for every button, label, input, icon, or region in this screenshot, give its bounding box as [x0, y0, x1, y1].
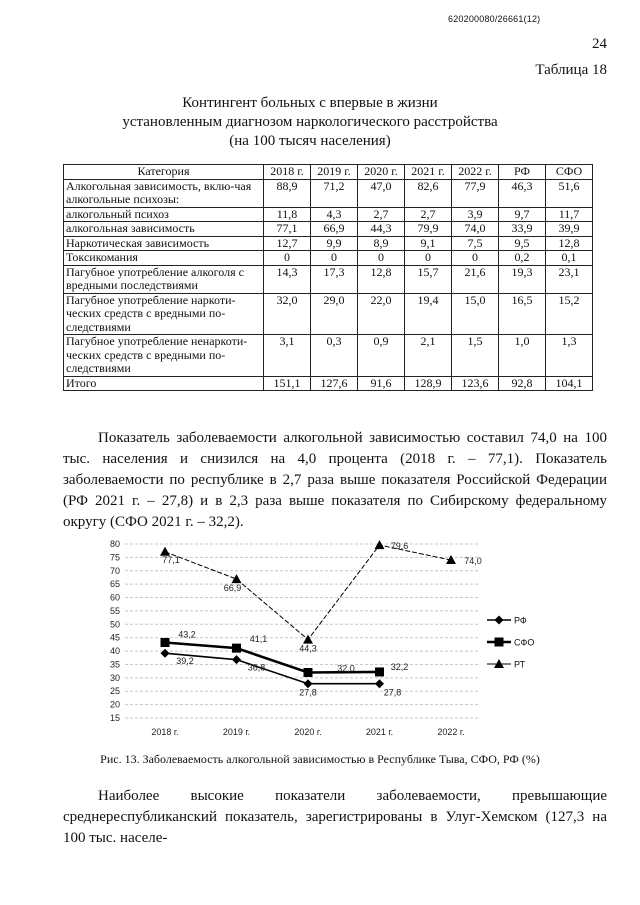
figure-caption: Рис. 13. Заболеваемость алкогольной зависимостью в Республике Тыва, СФО, РФ (%)	[100, 752, 540, 766]
data-point	[161, 649, 170, 658]
legend-label: СФО	[514, 637, 535, 648]
row-value: 128,9	[405, 376, 452, 391]
legend-label: РФ	[514, 615, 527, 626]
data-point	[232, 644, 241, 653]
row-value: 151,1	[264, 376, 311, 391]
row-value: 0,9	[358, 335, 405, 377]
data-label: 39,2	[176, 656, 194, 667]
series-line-2	[165, 545, 451, 639]
incidence-table	[63, 164, 593, 391]
row-category: Наркотическая зависимость	[64, 236, 264, 251]
row-value: 29,0	[311, 293, 358, 335]
row-category: Пагубное употребление алкоголя с вредными последствиями	[64, 265, 264, 293]
data-point	[375, 667, 384, 676]
row-value: 0	[264, 251, 311, 266]
row-value: 9,1	[405, 236, 452, 251]
y-tick-label: 40	[109, 646, 120, 657]
row-value: 7,5	[452, 236, 499, 251]
y-tick-label: 55	[109, 605, 120, 616]
row-category: Итого	[64, 376, 264, 391]
row-value: 9,5	[499, 236, 546, 251]
row-value: 0	[452, 251, 499, 266]
row-value: 82,6	[405, 179, 452, 207]
legend-marker	[495, 638, 504, 647]
table-title	[100, 94, 520, 151]
y-tick-label: 35	[109, 659, 120, 670]
page-number: 24	[592, 36, 607, 52]
table-row	[64, 179, 593, 207]
y-tick-label: 80	[109, 539, 120, 549]
row-value: 1,5	[452, 335, 499, 377]
row-value: 0	[405, 251, 452, 266]
row-category: алкогольная зависимость	[64, 222, 264, 237]
row-value: 21,6	[452, 265, 499, 293]
row-value: 44,3	[358, 222, 405, 237]
row-value: 77,1	[264, 222, 311, 237]
row-value: 16,5	[499, 293, 546, 335]
row-value: 79,9	[405, 222, 452, 237]
data-label: 44,3	[299, 643, 317, 654]
row-value: 3,9	[452, 207, 499, 222]
table-row	[64, 265, 593, 293]
table-label: Таблица 18	[535, 62, 607, 78]
row-value: 1,3	[546, 335, 593, 377]
row-value: 66,9	[311, 222, 358, 237]
x-tick-label: 2020 г.	[294, 727, 322, 737]
row-value: 47,0	[358, 179, 405, 207]
row-category: алкогольный психоз	[64, 207, 264, 222]
row-category: Токсикомания	[64, 251, 264, 266]
row-value: 0,1	[546, 251, 593, 266]
y-tick-label: 45	[109, 632, 120, 643]
table-title-line: установленным диагнозом наркологического расстройства	[122, 114, 498, 130]
row-value: 12,8	[546, 236, 593, 251]
row-value: 17,3	[311, 265, 358, 293]
y-tick-label: 30	[109, 672, 120, 683]
data-label: 27,8	[383, 687, 402, 698]
row-value: 15,7	[405, 265, 452, 293]
data-label: 77,1	[162, 554, 180, 565]
row-category: Алкогольная зависимость, вклю-чая алкогольные психозы:	[64, 179, 264, 207]
row-value: 123,6	[452, 376, 499, 391]
table-row	[64, 376, 593, 391]
row-value: 3,1	[264, 335, 311, 377]
document-number: 620200080/26661(12)	[448, 14, 541, 24]
data-point	[161, 638, 170, 647]
row-value: 12,7	[264, 236, 311, 251]
x-tick-label: 2018 г.	[151, 727, 179, 737]
row-value: 12,8	[358, 265, 405, 293]
row-value: 92,8	[499, 376, 546, 391]
data-point	[303, 635, 313, 644]
row-value: 127,6	[311, 376, 358, 391]
header-sfo: СФО	[546, 165, 593, 180]
paragraph-text: Показатель заболеваемости алкогольной зависимостью составил 74,0 на 100 тыс. населения и снизился на 4,0 процента (2018 г. – 77,1). Показатель заболеваемости по республике в 2,7 раза выше показателя Российской Федерации (РФ 2021 г. – 27,8) и в 2,3 раза выше показателя по Сибирскому федеральному округу (СФО 2021 г. – 32,2).	[63, 430, 607, 530]
row-value: 2,1	[405, 335, 452, 377]
row-value: 11,7	[546, 207, 593, 222]
y-tick-label: 25	[109, 686, 120, 697]
row-value: 74,0	[452, 222, 499, 237]
y-tick-label: 70	[109, 565, 120, 576]
x-tick-label: 2019 г.	[222, 727, 251, 737]
row-value: 14,3	[264, 265, 311, 293]
row-value: 0,3	[311, 335, 358, 377]
paragraph-alcohol-dependence	[63, 428, 607, 533]
row-value: 19,3	[499, 265, 546, 293]
y-tick-label: 50	[109, 619, 120, 630]
header-rf: РФ	[499, 165, 546, 180]
row-value: 19,4	[405, 293, 452, 335]
row-value: 39,9	[546, 222, 593, 237]
data-label: 43,2	[178, 629, 196, 640]
header-2019: 2019 г.	[311, 165, 358, 180]
table-row	[64, 251, 593, 266]
data-point	[375, 540, 385, 549]
table-row	[64, 222, 593, 237]
data-label: 32,2	[390, 661, 409, 672]
row-value: 2,7	[405, 207, 452, 222]
data-point	[375, 679, 384, 688]
y-tick-label: 15	[109, 713, 120, 723]
data-point	[232, 655, 241, 664]
row-value: 4,3	[311, 207, 358, 222]
table-row	[64, 293, 593, 335]
y-tick-label: 20	[109, 699, 120, 710]
header-2021: 2021 г.	[405, 165, 452, 180]
row-value: 32,0	[264, 293, 311, 335]
x-tick-label: 2021 г.	[365, 727, 394, 737]
header-category: Категория	[64, 165, 264, 180]
row-value: 0	[358, 251, 405, 266]
row-value: 23,1	[546, 265, 593, 293]
row-category: Пагубное употребление наркоти-ческих средств с вредными по-следствиями	[64, 293, 264, 335]
row-value: 88,9	[264, 179, 311, 207]
data-label: 41,1	[249, 634, 268, 645]
table-title-line: (на 100 тысяч населения)	[229, 133, 391, 149]
legend-marker	[495, 616, 504, 625]
paragraph-highest-rates	[63, 786, 607, 849]
data-label: 74,0	[464, 556, 482, 567]
incidence-line-chart	[95, 536, 535, 744]
x-tick-label: 2022 г.	[437, 727, 465, 737]
row-value: 91,6	[358, 376, 405, 391]
data-point	[304, 668, 313, 677]
row-value: 11,8	[264, 207, 311, 222]
header-2022: 2022 г.	[452, 165, 499, 180]
data-label: 79,6	[390, 541, 409, 552]
y-tick-label: 65	[109, 579, 120, 590]
table-header-row	[64, 165, 593, 180]
row-category: Пагубное употребление ненаркоти-ческих средств с вредными по-следствиями	[64, 335, 264, 377]
row-value: 15,2	[546, 293, 593, 335]
table-title-line: Контингент больных с впервые в жизни	[182, 95, 438, 111]
data-label: 36,8	[247, 662, 266, 673]
row-value: 33,9	[499, 222, 546, 237]
table-row	[64, 236, 593, 251]
y-tick-label: 60	[109, 592, 120, 603]
header-2018: 2018 г.	[264, 165, 311, 180]
table-row	[64, 207, 593, 222]
row-value: 0,2	[499, 251, 546, 266]
row-value: 0	[311, 251, 358, 266]
y-tick-label: 75	[109, 552, 120, 563]
row-value: 2,7	[358, 207, 405, 222]
data-label: 32,0	[337, 663, 355, 674]
paragraph-text: Наиболее высокие показатели заболеваемости, превышающие среднереспубликанский показатель, зарегистрированы в Улуг-Хемском (127,3 на 100 тыс. населе-	[63, 788, 607, 846]
data-point	[232, 574, 242, 583]
row-value: 51,6	[546, 179, 593, 207]
row-value: 46,3	[499, 179, 546, 207]
table-row	[64, 335, 593, 377]
row-value: 104,1	[546, 376, 593, 391]
header-2020: 2020 г.	[358, 165, 405, 180]
row-value: 22,0	[358, 293, 405, 335]
row-value: 15,0	[452, 293, 499, 335]
row-value: 71,2	[311, 179, 358, 207]
legend-label: РТ	[514, 659, 526, 670]
row-value: 9,9	[311, 236, 358, 251]
data-label: 66,9	[223, 583, 242, 594]
row-value: 9,7	[499, 207, 546, 222]
row-value: 8,9	[358, 236, 405, 251]
data-label: 27,8	[299, 687, 317, 698]
row-value: 77,9	[452, 179, 499, 207]
row-value: 1,0	[499, 335, 546, 377]
